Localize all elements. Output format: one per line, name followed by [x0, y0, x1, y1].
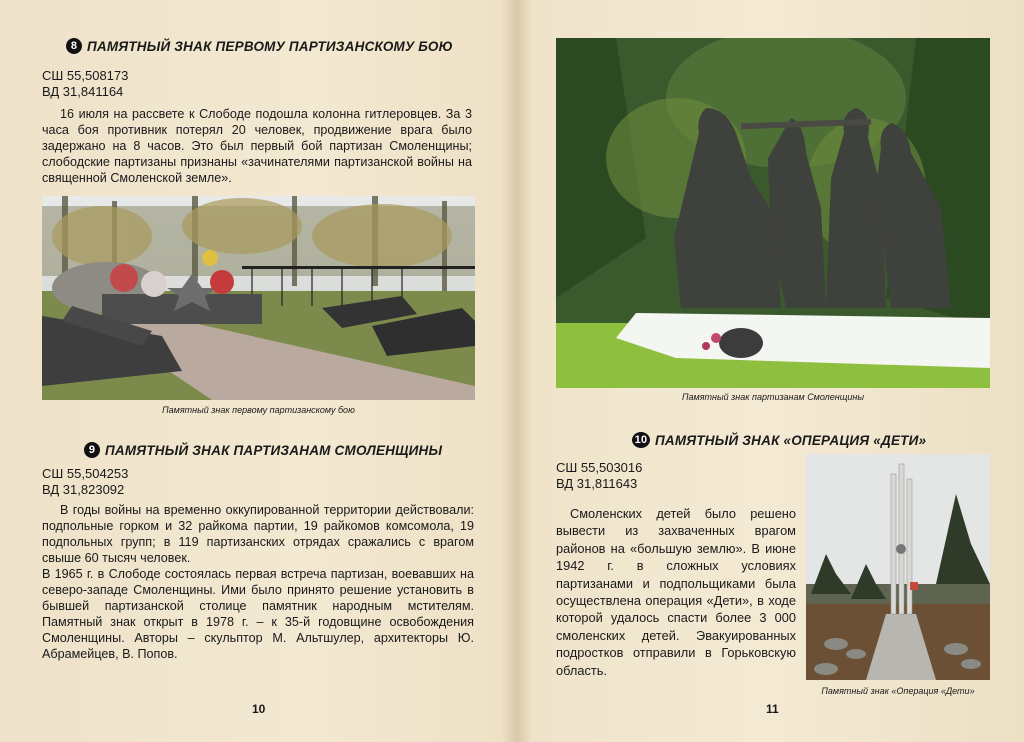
- operation-children-monument-photo: [806, 454, 990, 680]
- photo-caption-operation-children: Памятный знак «Операция «Дети»: [821, 686, 975, 696]
- section-9-text-1: В годы войны на временно оккупированной территории действовали: подпольные горком и 32 райкома партии, 19 райкомов комсомола, 19 подпольных групп; в 119 партизанских отрядах сражались с врагом свыше 60 тысяч человек.: [42, 503, 474, 565]
- section-9-latitude: СШ 55,504253: [42, 466, 129, 481]
- section-9-text-2: В 1965 г. в Слободе состоялась первая встреча партизан, воевавших на северо-западе Смоленщины. Ими было принято решение установить в бывшей партизанской столице памятник народным мстителям. Памятный знак открыт в 1978 г. – к 35-й годовщине освобождения Смоленщины. Авторы – скульптор М. Альтшулер, архитекторы Ю. Абрамейцев, В. Попов.: [42, 567, 474, 661]
- section-8-latitude: СШ 55,508173: [42, 68, 129, 83]
- section-10-title: ПАМЯТНЫЙ ЗНАК «ОПЕРАЦИЯ «ДЕТИ»: [655, 432, 927, 448]
- section-8-text: 16 июля на рассвете к Слободе подошла колонна гитлеровцев. За 3 часа боя противник потерял 20 человек, продвижение врага было задержано на 8 часов. Это был первый бой партизан Смоленщины; слободские партизаны признаны «зачинателями партизанской войны на священной Смоленской земле».: [42, 107, 472, 185]
- partisans-monument-photo: [556, 38, 990, 388]
- section-9-longitude: ВД 31,823092: [42, 482, 125, 497]
- memorial-first-battle-photo: [42, 196, 475, 400]
- page-number-right: 11: [766, 702, 779, 716]
- page-number-left: 10: [252, 702, 266, 716]
- section-8-heading: [66, 38, 453, 54]
- section-9-title: ПАМЯТНЫЙ ЗНАК ПАРТИЗАНАМ СМОЛЕНЩИНЫ: [105, 442, 443, 458]
- right-page: [520, 0, 1024, 742]
- photo-caption-partisans: Памятный знак партизанам Смоленщины: [682, 392, 864, 402]
- section-9-number: 9: [84, 442, 100, 458]
- section-9-heading: [84, 442, 442, 458]
- section-10-heading: [632, 432, 926, 448]
- section-8-longitude: ВД 31,841164: [42, 84, 124, 99]
- section-10-longitude: ВД 31,811643: [556, 476, 638, 491]
- section-10-number: 10: [632, 432, 650, 448]
- section-8-title: ПАМЯТНЫЙ ЗНАК ПЕРВОМУ ПАРТИЗАНСКОМУ БОЮ: [87, 38, 453, 54]
- photo-caption-first-battle: Памятный знак первому партизанскому бою: [162, 405, 355, 415]
- section-8-number: 8: [66, 38, 82, 54]
- section-10-text: Смоленских детей было решено вывести из захваченных врагом районов на «большую землю». В июне 1942 г. в сложных условиях партизанами и подпольщиками была осуществлена операция «Дети», в ходе которой удалось спасти более 3 000 смоленских детей. Эвакуированных подростков отправили в Горьковскую область.: [556, 506, 796, 678]
- section-10-latitude: СШ 55,503016: [556, 460, 643, 475]
